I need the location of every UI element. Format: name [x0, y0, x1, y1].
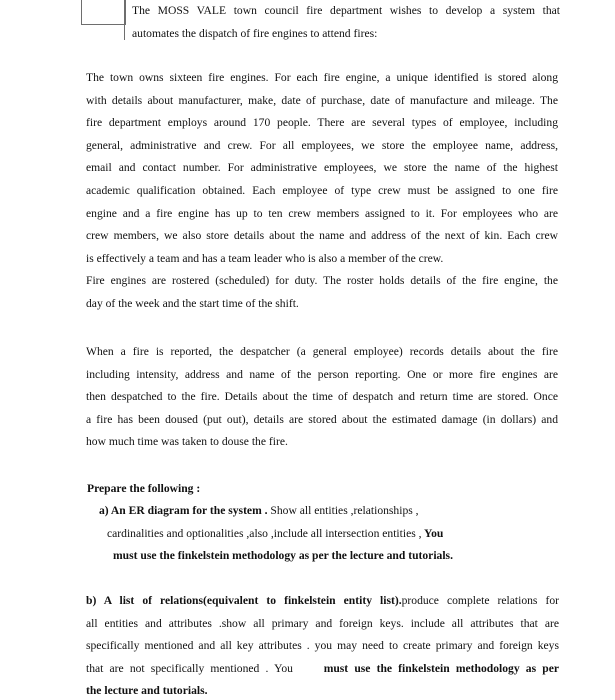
paragraph-line: crew members, we also store details about the name and address of the next of kin. Each crew: [86, 229, 558, 243]
paragraph-line: a fire has been doused (put out), details are stored about the estimated damage (in dollars) and: [86, 412, 558, 426]
task-a-line-1-rest: Show all entities ,relationships ,: [267, 504, 419, 517]
task-a-line-2-text: cardinalities and optionalities ,also ,include all intersection entities ,: [107, 526, 422, 540]
table-divider-line: [124, 0, 125, 40]
table-cell-frame: [81, 0, 126, 25]
task-a-line-3-bold: must use the finkelstein methodology as per the lecture and tutorials.: [113, 549, 453, 563]
task-b-line-4-text: that are not specifically mentioned . You: [86, 661, 293, 675]
prepare-heading: Prepare the following :: [87, 482, 201, 495]
paragraph-line: general, administrative and crew. For all employees, we store the employee name, address,: [86, 138, 558, 152]
paragraph-fire-engines: [86, 67, 558, 316]
task-a-lead: a) An ER diagram for the system .: [99, 504, 268, 517]
task-b-line-4-bold: must use the finkelstein methodology as per: [323, 661, 559, 675]
task-b-line-4: [86, 658, 559, 681]
paragraph-line: academic qualification obtained. Each employee of type crew must be assigned to one fire: [86, 183, 558, 197]
intro-text: [132, 0, 560, 45]
paragraph-line: with details about manufacturer, make, date of purchase, date of manufacture and mileage. The: [86, 93, 558, 107]
paragraph-fire-report: [86, 341, 558, 454]
task-b-lead: b) A list of relations(equivalent to finkelstein entity list).: [86, 594, 402, 607]
paragraph-line: including intensity, address and name of the person reporting. One or more fire engines are: [86, 367, 558, 381]
task-a-line-2-bold: You: [421, 526, 444, 540]
paragraph-line: engine and a fire engine has up to ten crew members assigned to it. For employees who are: [86, 206, 558, 220]
paragraph-line: When a fire is reported, the despatcher (a general employee) records details about the fire: [86, 345, 558, 358]
task-a-line-2: [99, 523, 519, 546]
paragraph-line: email and contact number. For administrative employees, we store the name of the highest: [86, 161, 558, 175]
paragraph-line: fire department employs around 170 people. There are several types of employee, including: [86, 116, 558, 130]
paragraph-line: how much time was taken to douse the fire.: [86, 435, 288, 449]
task-b-line-2: all entities and attributes .show all primary and foreign keys. include all attributes that are: [86, 616, 559, 630]
task-b-line-1: [86, 590, 559, 613]
task-a-line-1: [99, 500, 519, 523]
task-b: [86, 590, 559, 700]
paragraph-line: The town owns sixteen fire engines. For each fire engine, a unique identified is stored along: [86, 71, 558, 84]
paragraph-line: is effectively a team and has a team leader who is also a member of the crew.: [86, 251, 444, 265]
task-b-line-1-rest: produce complete relations for: [401, 594, 559, 607]
task-b-line-5-bold: the lecture and tutorials.: [86, 684, 208, 698]
task-b-line-3: specifically mentioned and all key attributes . you may need to create primary and foreign keys: [86, 639, 559, 653]
intro-line-1: The MOSS VALE town council fire department wishes to develop a system that: [132, 4, 560, 17]
paragraph-line: Fire engines are rostered (scheduled) for duty. The roster holds details of the fire engine, the: [86, 274, 558, 288]
task-a-line-3: [99, 545, 519, 568]
intro-line-2: automates the dispatch of fire engines to attend fires:: [132, 26, 378, 40]
task-a: [99, 500, 519, 568]
task-b-line-5: [86, 680, 559, 700]
paragraph-line: day of the week and the start time of the shift.: [86, 296, 299, 310]
paragraph-line: then despatched to the fire. Details about the time of despatch and return time are stored. Once: [86, 390, 558, 404]
